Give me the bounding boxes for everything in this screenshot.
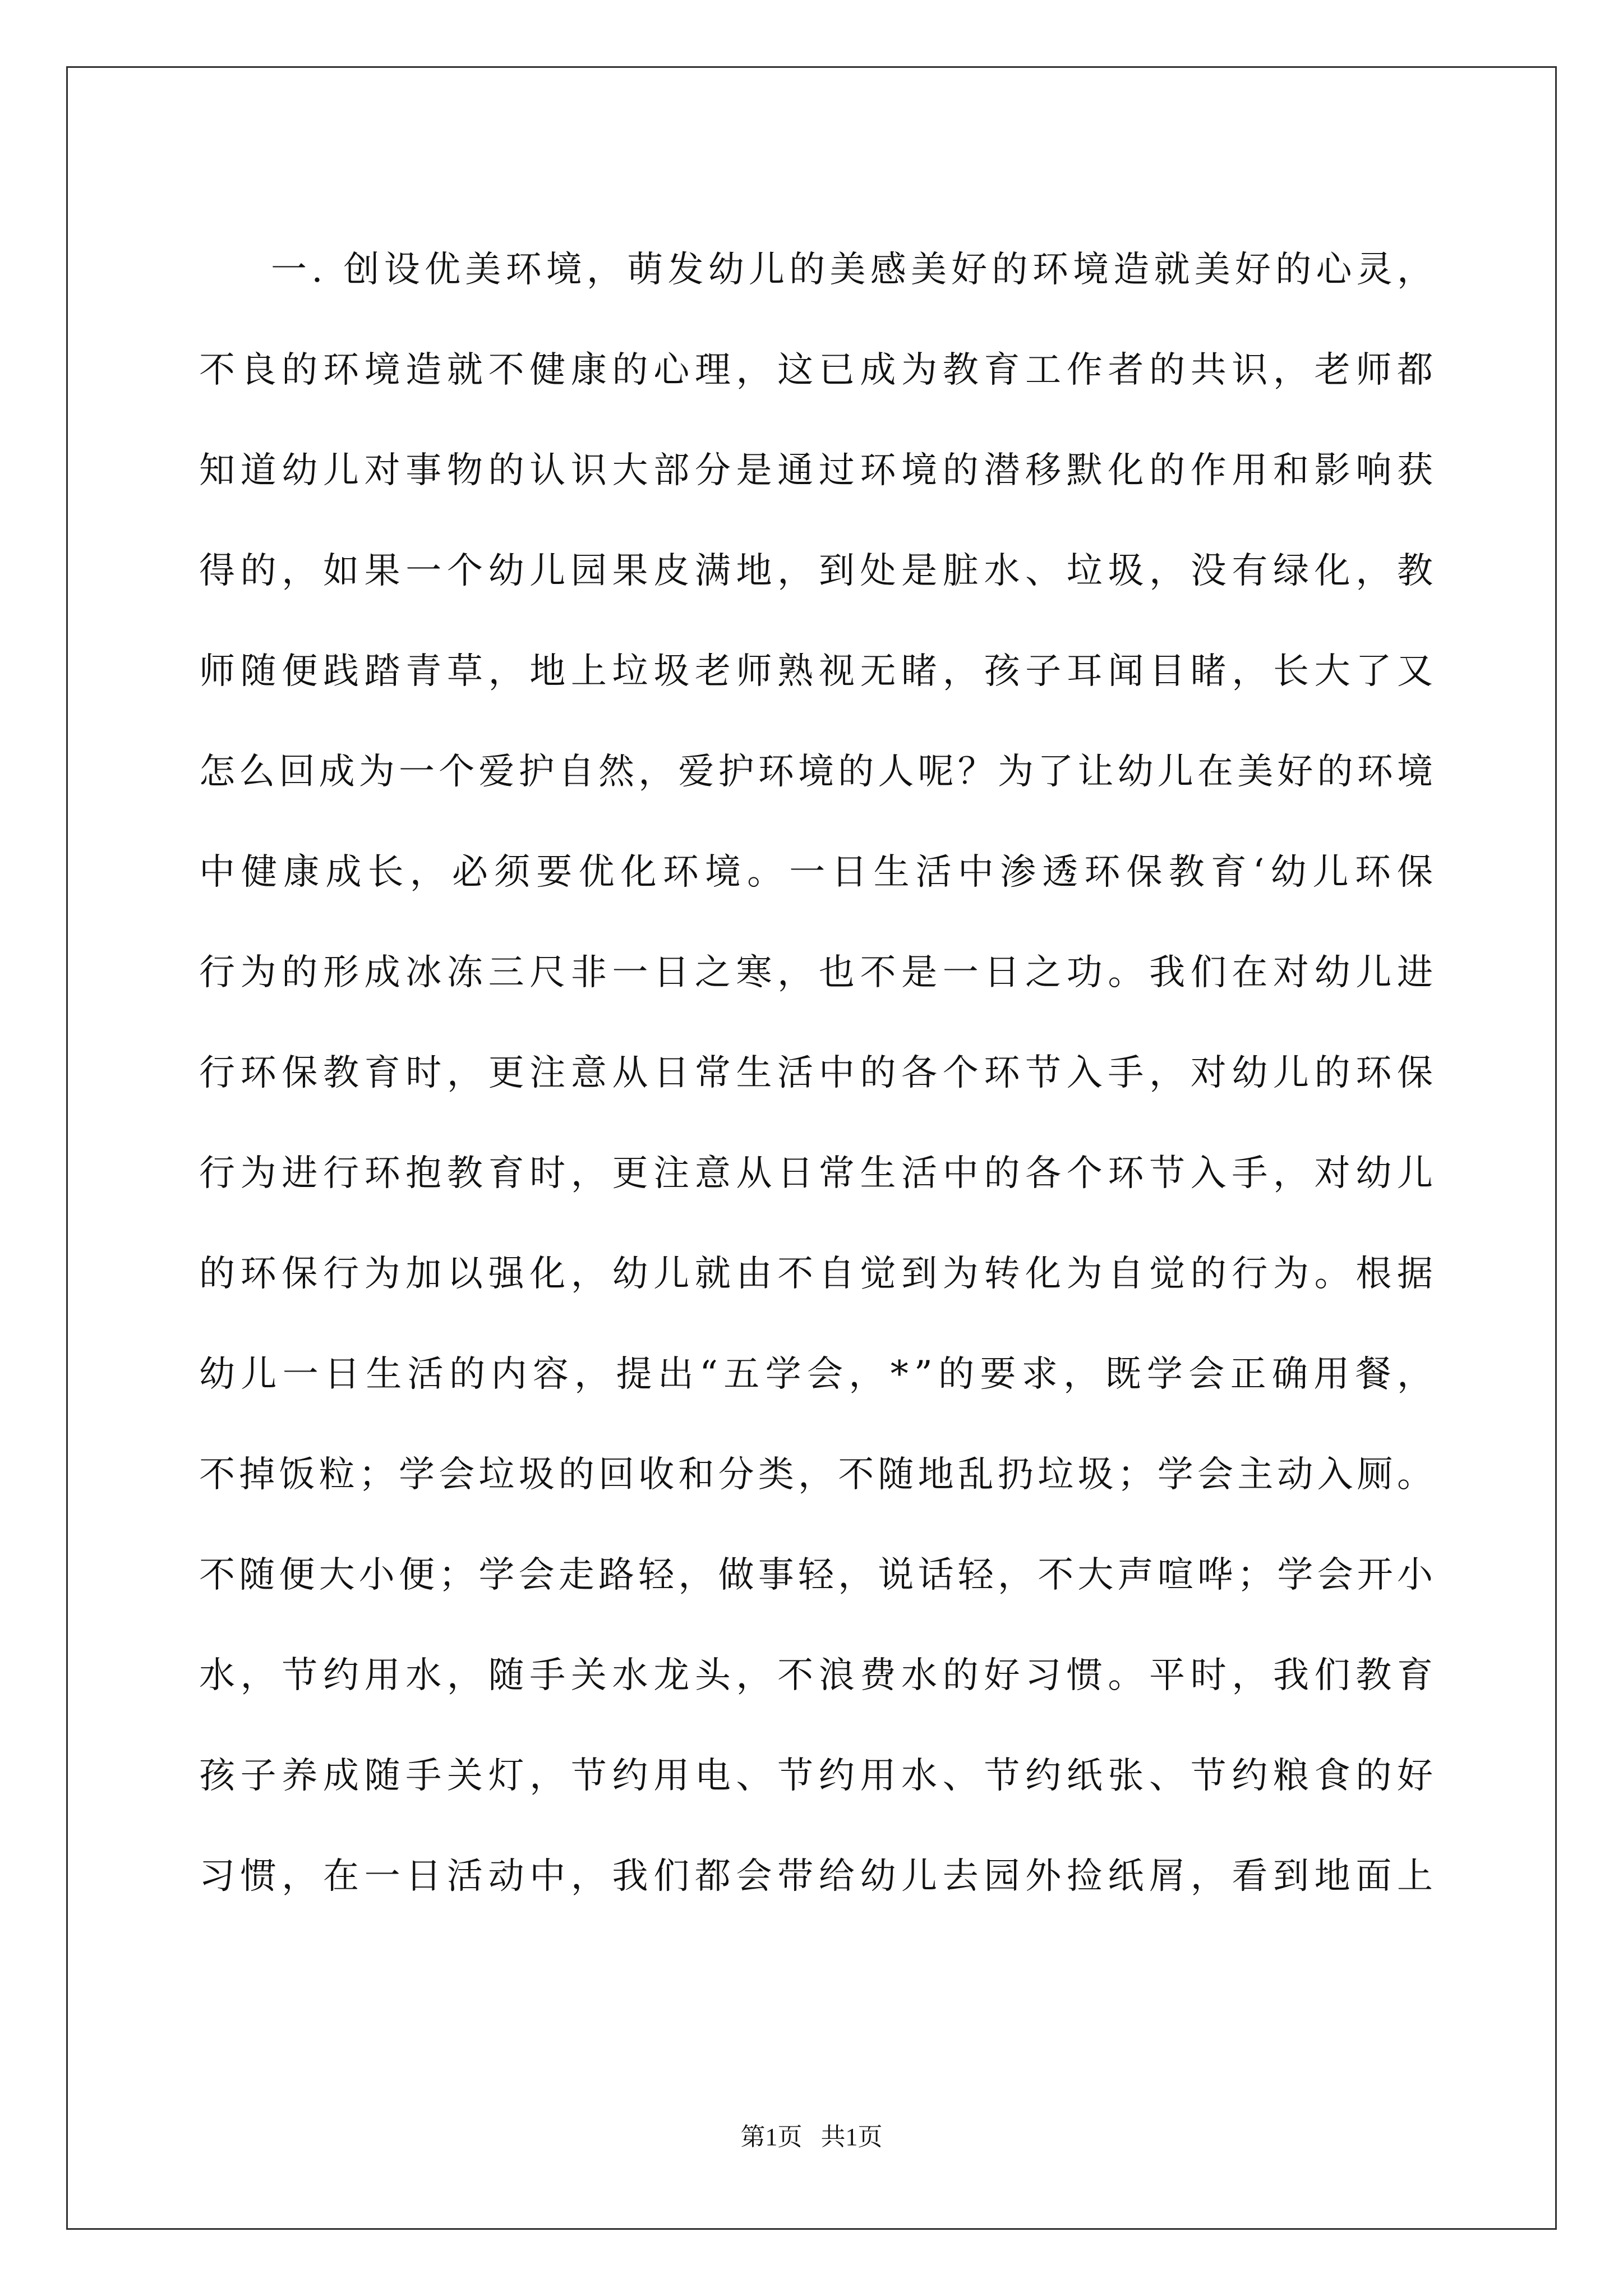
text-line-13: 不掉饭粒；学会垃圾的回收和分类，不随地乱扔垃圾；学会主动入厕。 (199, 1454, 1437, 1496)
text-line-2: 不良的环境造就不健康的心理，这已成为教育工作者的共识，老师都 (199, 349, 1438, 391)
text-line-14: 不随便大小便；学会走路轻，做事轻，说话轻，不大声喧哗；学会开小 (199, 1554, 1437, 1596)
text-line-16: 孩子养成随手关灯，节约用电、节约用水、节约纸张、节约粮食的好 (199, 1755, 1438, 1797)
text-line-10: 行为进行环抱教育时，更注意从日常生活中的各个环节入手，对幼儿 (199, 1153, 1438, 1194)
text-line-15: 水，节约用水，随手关水龙头，不浪费水的好习惯。平时，我们教育 (199, 1655, 1438, 1696)
text-line-12: 幼儿一日生活的内容，提出“五学会，*”的要求，既学会正确用餐， (199, 1354, 1439, 1395)
text-line-9: 行环保教育时，更注意从日常生活中的各个环节入手，对幼儿的环保 (199, 1052, 1438, 1094)
text-line-1: 一. 创设优美环境，萌发幼儿的美感美好的环境造就美好的心灵， (271, 249, 1438, 291)
text-line-7: 中健康成长，必须要优化环境。一日生活中渗透环保教育‘幼儿环保 (199, 852, 1440, 893)
text-line-11: 的环保行为加以强化，幼儿就由不自觉到为转化为自觉的行为。根据 (199, 1253, 1438, 1295)
document-body (199, 220, 1440, 1927)
text-line-5: 师随便践踏青草，地上垃圾老师熟视无睹，孩子耳闻目睹，长大了又 (199, 651, 1438, 692)
page-footer: 第1页 共1页 (740, 2123, 883, 2151)
text-line-17: 习惯，在一日活动中，我们都会带给幼儿去园外捡纸屑，看到地面上 (199, 1856, 1438, 1897)
text-line-6: 怎么回成为一个爱护自然，爱护环境的人呢？为了让幼儿在美好的环境 (199, 751, 1437, 793)
text-line-4: 得的，如果一个幼儿园果皮满地，到处是脏水、垃圾，没有绿化，教 (199, 550, 1438, 592)
text-line-8: 行为的形成冰冻三尺非一日之寒，也不是一日之功。我们在对幼儿进 (199, 952, 1438, 993)
text-line-3: 知道幼儿对事物的认识大部分是通过环境的潜移默化的作用和影响获 (199, 450, 1438, 491)
